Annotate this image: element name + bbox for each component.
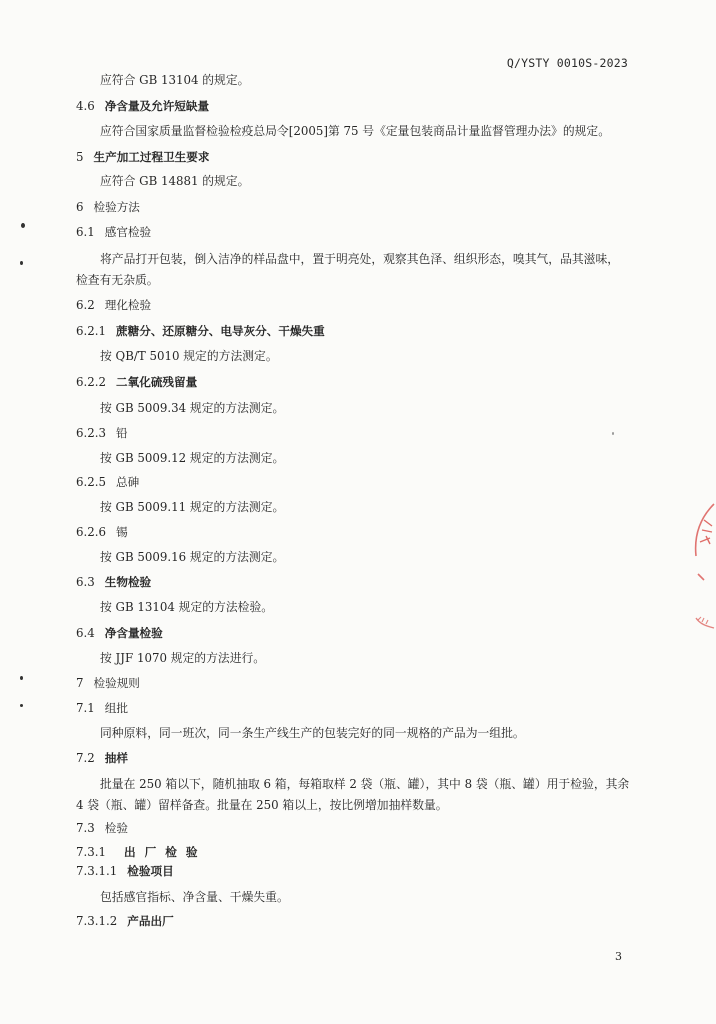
section-number: 5: [76, 150, 84, 164]
section-heading: [76, 224, 634, 240]
section-title: 检验: [104, 821, 128, 835]
section-number: 6.2.2: [76, 375, 107, 389]
section-number: 6.4: [76, 626, 95, 640]
section-heading: [76, 913, 634, 929]
section-heading: [76, 199, 634, 215]
scan-speck: [20, 704, 23, 707]
section-number: 6.2.1: [76, 324, 107, 338]
section-number: 7.3.1: [76, 845, 107, 859]
seal-stamp-partial: [686, 500, 716, 650]
section-title: 铅: [116, 426, 128, 440]
section-heading: [76, 323, 634, 339]
body-text: 包括感官指标、净含量、干燥失重。: [100, 890, 289, 904]
section-number: 6.2: [76, 298, 95, 312]
section-title: 理化检验: [104, 298, 152, 312]
section-title: 产品出厂: [127, 914, 174, 928]
section-title: 感官检验: [104, 225, 152, 239]
page-number: 3: [615, 950, 622, 963]
section-heading: [76, 98, 634, 114]
body-text: 按 QB/T 5010 规定的方法测定。: [100, 349, 278, 363]
section-heading: [76, 675, 634, 691]
scan-speck: [21, 223, 25, 228]
section-title: 组批: [104, 701, 128, 715]
scan-speck: [20, 676, 23, 680]
section-title: 检验方法: [93, 200, 140, 214]
section-title: 蔗糖分、还原糖分、电导灰分、干燥失重: [116, 324, 325, 338]
section-number: 6.2.3: [76, 426, 107, 440]
section-heading: [76, 700, 634, 716]
section-heading: [76, 625, 634, 641]
body-text: 将产品打开包装，倒入洁净的样品盘中，置于明亮处，观察其色泽、组织形态，嗅其气，品其滋味，检查有无杂质。: [76, 252, 620, 287]
document-code: Q/YSTY 0010S-2023: [506, 56, 628, 70]
section-heading: [76, 863, 634, 879]
section-title: 生物检验: [104, 575, 152, 589]
section-number: 6.3: [76, 575, 95, 589]
section-title: 净含量检验: [104, 626, 163, 640]
body-text: 应符合国家质量监督检验检疫总局令[2005]第 75 号《定量包装商品计量监督管理办法》的规定。: [100, 124, 611, 138]
section-number: 7: [76, 676, 84, 690]
section-heading: [76, 844, 634, 860]
body-text: 应符合 GB 14881 的规定。: [100, 174, 250, 188]
section-number: 7.2: [76, 751, 95, 765]
section-heading: [76, 474, 634, 490]
section-heading: [76, 820, 634, 836]
section-title: 锡: [116, 525, 128, 539]
scan-speck: [20, 261, 23, 265]
section-number: 7.3.1.2: [76, 914, 118, 928]
body-text: 按 GB 5009.12 规定的方法测定。: [100, 451, 285, 465]
section-heading: [76, 574, 634, 590]
section-title: 生产加工过程卫生要求: [93, 150, 210, 164]
body-text: 按 GB 13104 规定的方法检验。: [100, 600, 274, 614]
section-heading: [76, 149, 634, 165]
section-number: 6: [76, 200, 84, 214]
section-number: 6.2.6: [76, 525, 107, 539]
section-heading: [76, 374, 634, 390]
section-number: 7.3: [76, 821, 95, 835]
section-title: 抽样: [104, 751, 128, 765]
section-heading: [76, 425, 634, 441]
section-title: 总砷: [116, 475, 140, 489]
body-text: 按 GB 5009.11 规定的方法测定。: [100, 500, 285, 514]
section-title: 净含量及允许短缺量: [104, 99, 210, 113]
body-text: 同种原料，同一班次，同一条生产线生产的包装完好的同一规格的产品为一组批。: [100, 726, 525, 740]
section-number: 7.3.1.1: [76, 864, 118, 878]
scan-speck: [612, 432, 614, 435]
section-heading: [76, 750, 634, 766]
body-text: 按 JJF 1070 规定的方法进行。: [100, 651, 266, 665]
body-text: 批量在 250 箱以下，随机抽取 6 箱，每箱取样 2 袋（瓶、罐），其中 8 袋（瓶、罐）用于检验，其余 4 袋（瓶、罐）留样备查。批量在 250 箱以上，按比例增加抽样数量。: [76, 777, 630, 812]
section-number: 6.2.5: [76, 475, 107, 489]
body-text: 按 GB 5009.16 规定的方法测定。: [100, 550, 285, 564]
body-text: 应符合 GB 13104 的规定。: [100, 73, 250, 87]
section-number: 4.6: [76, 99, 95, 113]
section-title: 检验项目: [127, 864, 174, 878]
section-heading: [76, 297, 634, 313]
body-text: 按 GB 5009.34 规定的方法测定。: [100, 401, 285, 415]
section-heading: [76, 524, 634, 540]
section-title: 出厂检验: [124, 845, 207, 859]
section-title: 二氧化硫残留量: [116, 375, 198, 389]
section-title: 检验规则: [93, 676, 140, 690]
section-number: 7.1: [76, 701, 95, 715]
section-number: 6.1: [76, 225, 95, 239]
